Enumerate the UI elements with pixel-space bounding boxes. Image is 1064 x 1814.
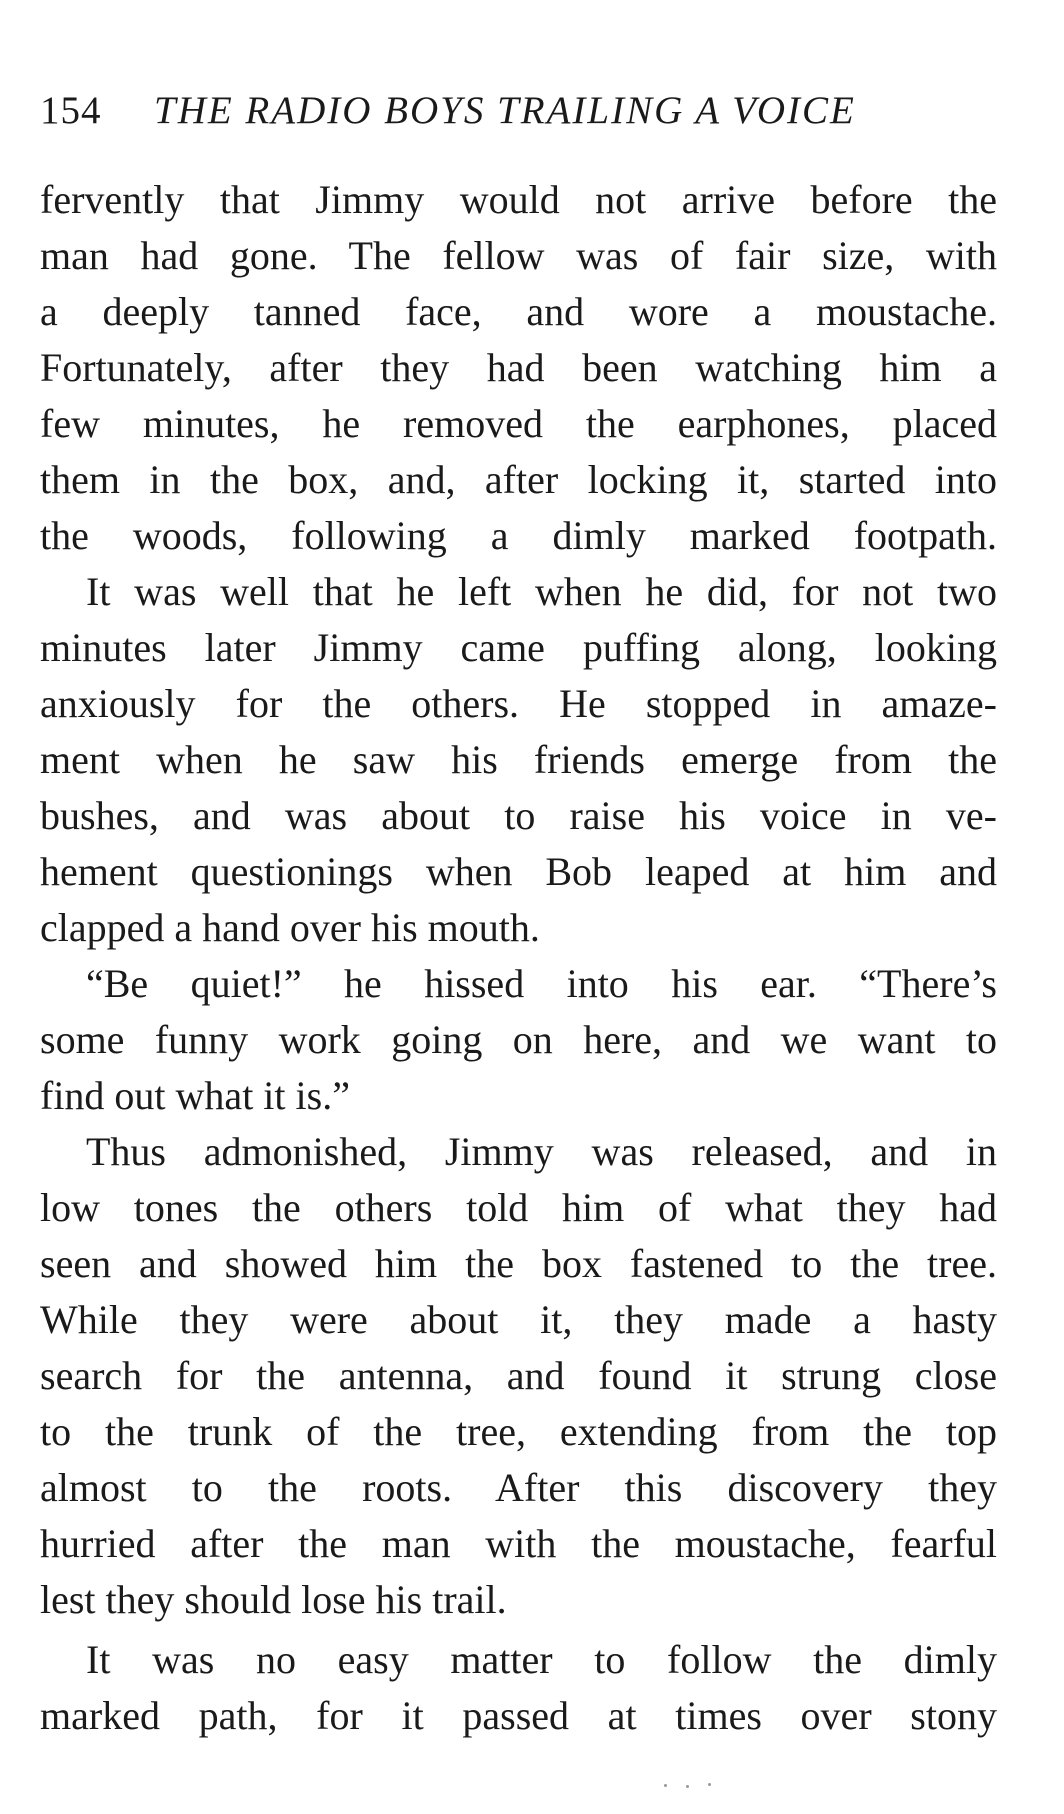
speck <box>664 1784 667 1787</box>
text-line: minutes later Jimmy came puffing along, looking <box>40 625 997 670</box>
text-line: anxiously for the others. He stopped in amaze- <box>40 681 997 726</box>
text-line: the woods, following a dimly marked footpath. <box>40 513 997 558</box>
text-line: It was no easy matter to follow the dimly <box>86 1637 997 1682</box>
paragraph <box>40 172 997 564</box>
speck <box>708 1783 711 1786</box>
text-line: hurried after the man with the moustache, fearful <box>40 1521 997 1566</box>
text-line: search for the antenna, and found it strung close <box>40 1353 997 1398</box>
speck <box>686 1785 689 1788</box>
text-line: fervently that Jimmy would not arrive before the <box>40 177 997 222</box>
paragraph <box>40 1632 997 1744</box>
text-line: man had gone. The fellow was of fair size, with <box>40 233 997 278</box>
text-line: seen and showed him the box fastened to the tree. <box>40 1241 997 1286</box>
text-line: find out what it is.” <box>40 1073 350 1118</box>
text-line: lest they should lose his trail. <box>40 1577 507 1622</box>
text-line: some funny work going on here, and we want to <box>40 1017 997 1062</box>
text-line: almost to the roots. After this discovery they <box>40 1465 997 1510</box>
text-line: to the trunk of the tree, extending from the top <box>40 1409 997 1454</box>
text-line: ment when he saw his friends emerge from the <box>40 737 997 782</box>
text-line: a deeply tanned face, and wore a moustache. <box>40 289 997 334</box>
text-line: “Be quiet!” he hissed into his ear. “There’s <box>86 961 997 1006</box>
text-line: Fortunately, after they had been watching him a <box>40 345 997 390</box>
running-title: THE RADIO BOYS TRAILING A VOICE <box>154 89 856 132</box>
body-text <box>40 172 997 1744</box>
text-line: hement questionings when Bob leaped at him and <box>40 849 997 894</box>
page-number: 154 <box>40 89 102 132</box>
paragraph <box>40 956 997 1124</box>
page-header <box>40 86 1000 136</box>
text-line: bushes, and was about to raise his voice in ve- <box>40 793 997 838</box>
text-line: While they were about it, they made a hasty <box>40 1297 997 1342</box>
text-line: Thus admonished, Jimmy was released, and in <box>86 1129 997 1174</box>
text-line: low tones the others told him of what they had <box>40 1185 997 1230</box>
paragraph <box>40 564 997 956</box>
print-specks <box>664 1782 724 1788</box>
text-line: clapped a hand over his mouth. <box>40 905 540 950</box>
text-line: It was well that he left when he did, for not two <box>86 569 997 614</box>
text-line: marked path, for it passed at times over stony <box>40 1693 997 1738</box>
text-line: few minutes, he removed the earphones, placed <box>40 401 997 446</box>
text-line: them in the box, and, after locking it, started into <box>40 457 997 502</box>
paragraph <box>40 1124 997 1628</box>
